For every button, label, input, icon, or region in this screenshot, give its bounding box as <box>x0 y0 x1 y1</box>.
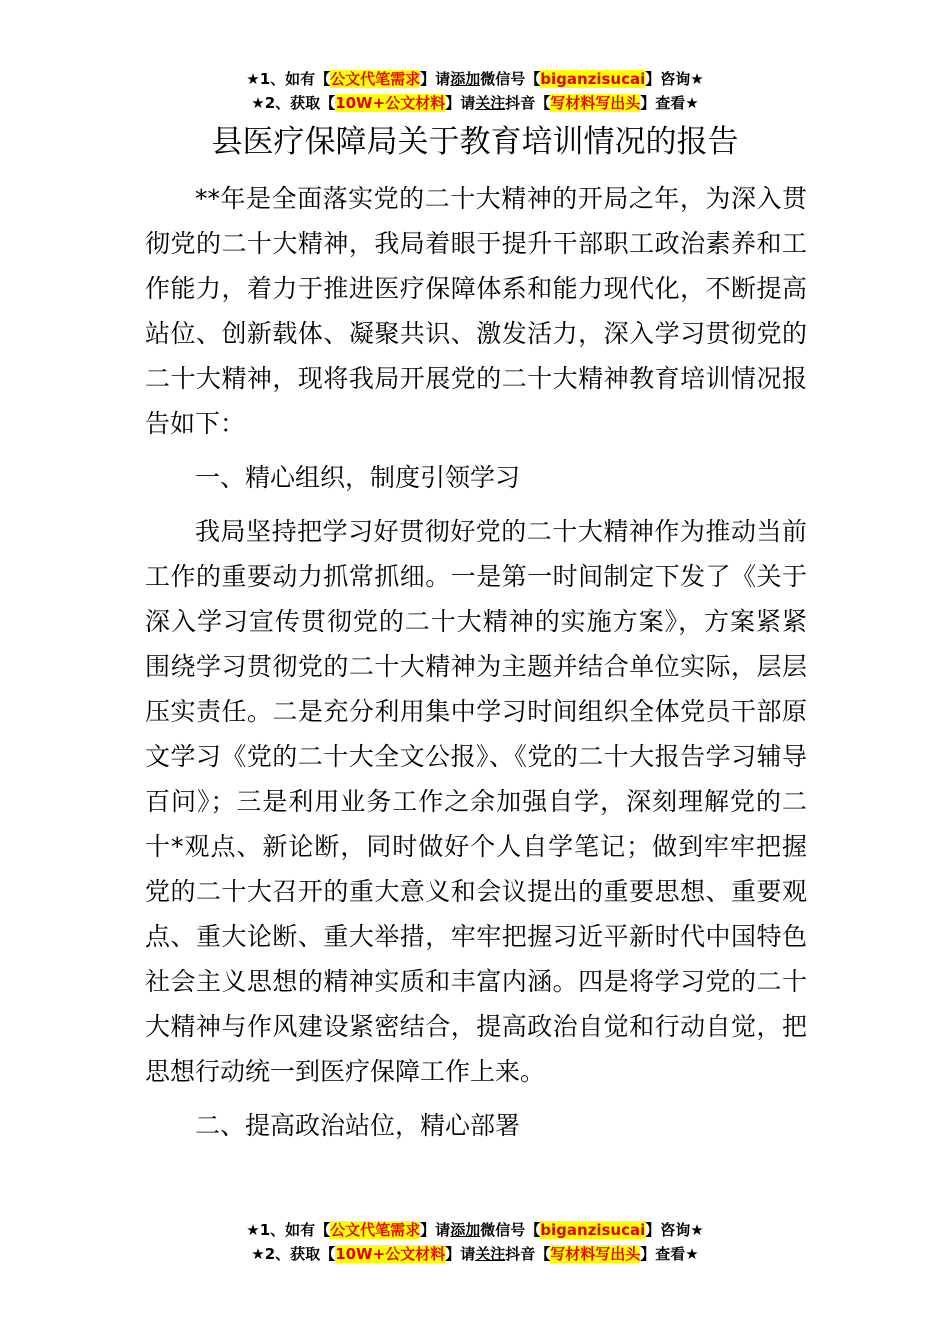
highlight-wechat-id: biganzisucai <box>540 1221 646 1239</box>
banner-text: 微信号【 <box>480 70 541 88</box>
highlight-wechat-id: biganzisucai <box>540 70 646 88</box>
banner-text: 】请 <box>445 1245 476 1263</box>
top-promo-banner <box>0 67 950 115</box>
banner-text: 】请 <box>420 70 451 88</box>
banner-text: 微信号【 <box>480 1221 541 1239</box>
section-1-heading: 一、精心组织，制度引领学习 <box>195 463 521 492</box>
banner-line-1 <box>0 1218 950 1242</box>
banner-text: 】咨询★ <box>645 70 704 88</box>
highlight-douyin-id: 写材料写出头 <box>550 94 641 112</box>
underlined-follow: 关注 <box>475 94 506 112</box>
banner-text: ★1、如有【 <box>246 70 331 88</box>
section-1-paragraph: 我局坚持把学习好贯彻好党的二十大精神作为推动当前工作的重要动力抓常抓细。一是第一时间制定下发了《关于深入学习宣传贯彻党的二十大精神的实施方案》，方案紧紧围绕学习贯彻党的二十大精神为主题并结合单位实际，层层压实责任。二是充分利用集中学习时间组织全体党员干部原文学习《党的二十大全文公报》、《党的二十大报告学习辅导百问》；三是利用业务工作之余加强自学，深刻理解党的二十*观点、新论断，同时做好个人自学笔记；做到牢牢把握党的二十大召开的重大意义和会议提出的重要思想、重要观点、重大论断、重大举措，牢牢把握习近平新时代中国特色社会主义思想的精神实质和丰富内涵。四是将学习党的二十大精神与作风建设紧密结合，提高政治自觉和行动自觉，把思想行动统一到医疗保障工作上来。 <box>145 517 807 1086</box>
underlined-add: 添加 <box>450 70 481 88</box>
highlight-materials: 10W+公文材料 <box>335 1245 446 1263</box>
banner-text: 】请 <box>445 94 476 112</box>
intro-paragraph: **年是全面落实党的二十大精神的开局之年，为深入贯彻党的二十大精神，我局着眼于提升干部职工政治素养和工作能力，着力于推进医疗保障体系和能力现代化，不断提高站位、创新载体、凝聚共识、激发活力，深入学习贯彻党的二十大精神，现将我局开展党的二十大精神教育培训情况报告如下： <box>145 184 807 438</box>
underlined-add: 添加 <box>450 1221 481 1239</box>
underlined-follow: 关注 <box>475 1245 506 1263</box>
banner-text: ★2、获取【 <box>251 94 336 112</box>
banner-text: 抖音【 <box>505 1245 551 1263</box>
highlight-service: 公文代笔需求 <box>330 70 421 88</box>
banner-text: 】请 <box>420 1221 451 1239</box>
document-body <box>145 176 807 1157</box>
highlight-service: 公文代笔需求 <box>330 1221 421 1239</box>
banner-text: ★2、获取【 <box>251 1245 336 1263</box>
document-title: 县医疗保障局关于教育培训情况的报告 <box>211 124 739 160</box>
banner-line-2 <box>0 1242 950 1266</box>
section-2-heading: 二、提高政治站位，精心部署 <box>195 1111 521 1140</box>
highlight-douyin-id: 写材料写出头 <box>550 1245 641 1263</box>
highlight-materials: 10W+公文材料 <box>335 94 446 112</box>
banner-text: 抖音【 <box>505 94 551 112</box>
banner-line-1 <box>0 67 950 91</box>
bottom-promo-banner <box>0 1218 950 1266</box>
banner-text: 】查看★ <box>640 94 699 112</box>
banner-line-2 <box>0 91 950 115</box>
banner-text: ★1、如有【 <box>246 1221 331 1239</box>
banner-text: 】咨询★ <box>645 1221 704 1239</box>
banner-text: 】查看★ <box>640 1245 699 1263</box>
